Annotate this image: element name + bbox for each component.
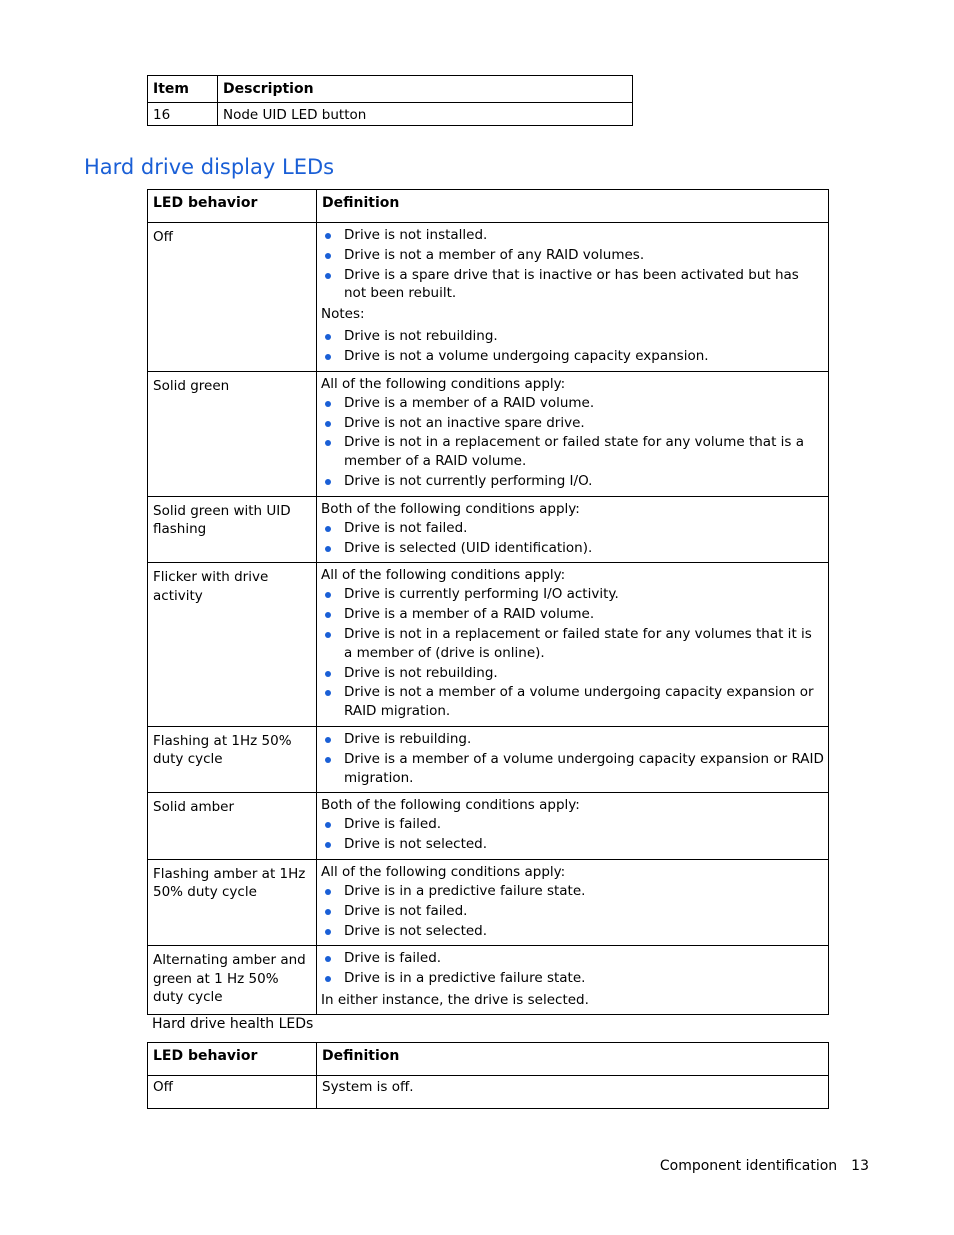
led-behavior: Solid green [148,371,317,496]
list-item-text: Drive is not failed. [344,902,468,919]
list-item [321,394,824,413]
list-item [321,922,824,941]
bullet-icon [325,546,331,552]
list-item-text: Drive is not a member of a volume undergoing capacity expansion or RAID migration. [344,684,814,720]
list-item [321,539,824,558]
led-definition [317,563,829,727]
table-row [148,103,633,126]
list-item [321,664,824,683]
bullet-icon [325,757,331,763]
list-item-text: Drive is not an inactive spare drive. [344,414,585,431]
led-definition [317,726,829,792]
led-definition [317,496,829,563]
list-item-text: Drive is a member of a RAID volume. [344,606,595,623]
table-row [148,371,829,496]
bullet-icon [325,273,331,279]
table-row [148,793,829,860]
bullet-icon [325,909,331,915]
led-definition [317,859,829,945]
led-definition [317,793,829,860]
column-header: Description [218,76,633,103]
table-header-row [148,1043,829,1076]
bullet-icon [325,632,331,638]
led-behavior: Off [148,223,317,372]
bullet-icon [325,354,331,360]
list-item [321,246,824,265]
table-row [148,726,829,792]
list-item [321,625,824,663]
column-header: Item [148,76,218,103]
page-number: 13 [851,1158,869,1174]
list-item-text: Drive is failed. [344,816,442,833]
table-row [148,1076,829,1109]
list-item [321,472,824,491]
column-header: Definition [317,1043,829,1076]
notes-label: Notes: [321,306,365,323]
health-led-table [147,1042,829,1109]
list-item-text: Drive is currently performing I/O activity. [344,586,619,603]
list-item [321,519,824,538]
bullet-list [321,519,824,558]
bullet-icon [325,671,331,677]
list-item [321,969,824,988]
list-item [321,327,824,346]
list-item-text: Drive is not rebuilding. [344,664,498,681]
bullet-icon [325,737,331,743]
list-item [321,585,824,604]
list-item-text: Drive is in a predictive failure state. [344,970,586,987]
page-footer [660,1158,869,1174]
bullet-icon [325,440,331,446]
bullet-icon [325,421,331,427]
table-caption: Hard drive health LEDs [152,1016,314,1032]
bullet-icon [325,822,331,828]
list-item-text: Drive is not in a replacement or failed state for any volume that is a member of a RAID volume. [344,434,805,470]
item-description: Node UID LED button [218,103,633,126]
bullet-icon [325,253,331,259]
list-item [321,835,824,854]
table-row [148,496,829,563]
bullet-icon [325,233,331,239]
bullet-icon [325,842,331,848]
bullet-list [321,949,824,988]
list-item-text: Drive is a member of a volume undergoing capacity expansion or RAID migration. [344,750,824,786]
list-item-text: Drive is failed. [344,950,442,967]
list-item-text: Drive is not selected. [344,836,488,853]
bullet-icon [325,479,331,485]
table-header-row [148,76,633,103]
list-item [321,730,824,749]
list-item-text: Drive is not rebuilding. [344,328,498,345]
bullet-icon [325,592,331,598]
list-item-text: Drive is not a member of any RAID volumes. [344,246,645,263]
bullet-icon [325,526,331,532]
list-item [321,902,824,921]
bullet-icon [325,956,331,962]
conditions-intro: Both of the following conditions apply: [321,797,580,814]
conditions-intro: All of the following conditions apply: [321,863,566,880]
led-definition [317,946,829,1015]
led-behavior: Off [148,1076,317,1109]
bullet-list [321,585,824,721]
list-item [321,414,824,433]
bullet-list [321,730,824,787]
bullet-list [321,815,824,854]
list-item-text: Drive is in a predictive failure state. [344,882,586,899]
bullet-icon [325,612,331,618]
table-row [148,859,829,945]
section-title: Hard drive display LEDs [84,155,335,179]
led-behavior: Flicker with drive activity [148,563,317,727]
table-header-row [148,190,829,223]
conditions-intro: All of the following conditions apply: [321,375,566,392]
bullet-icon [325,976,331,982]
list-item-text: Drive is not failed. [344,519,468,536]
led-behavior: Solid amber [148,793,317,860]
led-behavior: Alternating amber and green at 1 Hz 50% duty cycle [148,946,317,1015]
list-item [321,605,824,624]
list-item [321,882,824,901]
item-table [147,75,633,126]
list-item [321,815,824,834]
led-behavior: Flashing at 1Hz 50% duty cycle [148,726,317,792]
column-header: LED behavior [148,190,317,223]
display-led-table [147,189,829,1015]
bullet-icon [325,889,331,895]
bullet-icon [325,334,331,340]
footer-section-title: Component identification [659,1158,838,1174]
led-definition: System is off. [317,1076,829,1109]
bullet-list [321,882,824,940]
list-item [321,949,824,968]
led-behavior: Solid green with UID flashing [148,496,317,563]
column-header: Definition [317,190,829,223]
list-item-text: Drive is not installed. [344,227,488,243]
list-item [321,683,824,721]
list-item [321,226,824,245]
list-item-text: Drive is a member of a RAID volume. [344,394,595,411]
list-item [321,347,824,366]
list-item-text: Drive is rebuilding. [344,730,472,747]
list-item-text: Drive is not in a replacement or failed state for any volumes that it is a member of (drive is online). [344,625,812,661]
bullet-icon [325,690,331,696]
bullet-list [321,394,824,491]
list-item-text: Drive is not selected. [344,922,488,939]
bullet-icon [325,929,331,935]
led-definition [317,371,829,496]
led-behavior: Flashing amber at 1Hz 50% duty cycle [148,859,317,945]
list-item-text: Drive is not a volume undergoing capacity expansion. [344,347,709,364]
bullet-list [321,226,824,303]
table-row [148,946,829,1015]
conditions-intro: Both of the following conditions apply: [321,500,580,517]
table-row [148,563,829,727]
bullet-list [321,327,824,366]
conditions-note: In either instance, the drive is selected. [321,991,589,1008]
list-item-text: Drive is a spare drive that is inactive or has been activated but has not been rebuilt. [344,266,799,302]
list-item [321,433,824,471]
item-number: 16 [148,103,218,126]
column-header: LED behavior [148,1043,317,1076]
list-item-text: Drive is not currently performing I/O. [344,472,593,489]
bullet-icon [325,401,331,407]
table-row [148,223,829,372]
list-item [321,266,824,304]
list-item [321,750,824,788]
led-definition [317,223,829,372]
conditions-intro: All of the following conditions apply: [321,567,566,584]
list-item-text: Drive is selected (UID identification). [344,539,593,556]
